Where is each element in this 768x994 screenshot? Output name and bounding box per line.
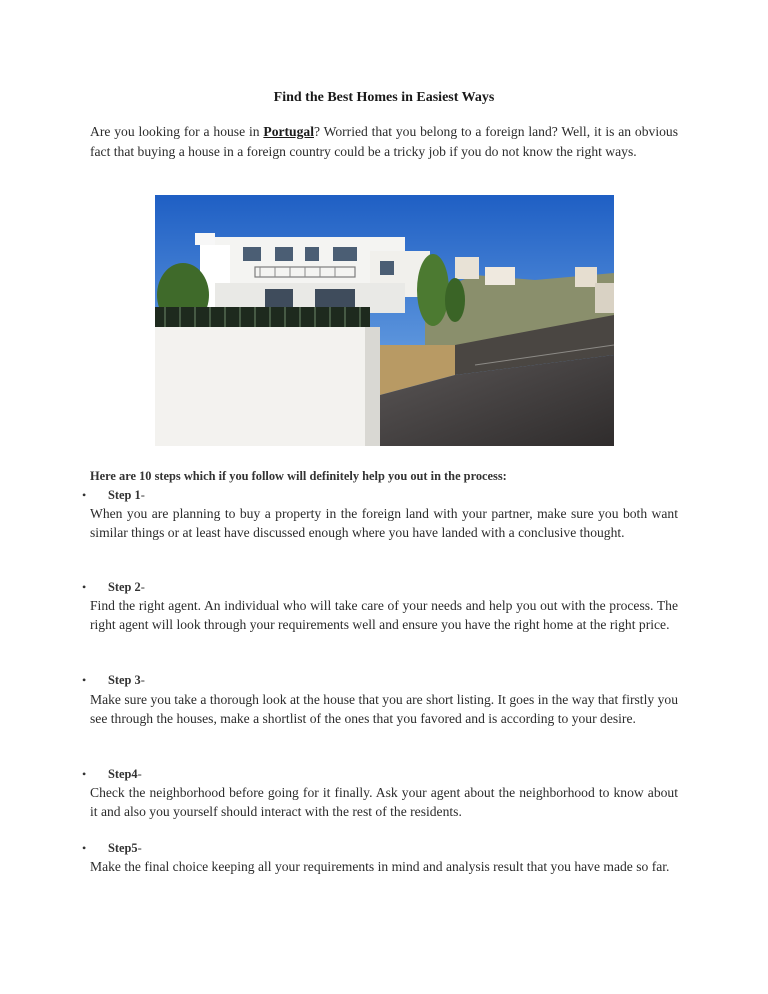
- intro-text-end: ? Worried that you belong to a foreign land? Well, it is an obvious fact that buying a house in a foreign country could be a tricky job if you do not know the right ways.: [90, 124, 678, 159]
- steps-intro: Here are 10 steps which if you follow will definitely help you out in the process:: [90, 469, 507, 483]
- house-photo: [155, 195, 614, 446]
- step-2-heading: [82, 580, 145, 595]
- step-4-text: Check the neighborhood before going for it finally. Ask your agent about the neighborhood to know about it and also you yourself should interact with the rest of the residents.: [90, 785, 678, 819]
- bullet-icon: •: [82, 673, 87, 687]
- bullet-icon: •: [82, 767, 87, 781]
- step-2-label: Step 2: [108, 580, 141, 594]
- step-3-suffix: -: [140, 673, 145, 687]
- step-5-text: Make the final choice keeping all your requirements in mind and analysis result that you have made so far.: [90, 859, 670, 874]
- portugal-link[interactable]: Portugal: [263, 124, 314, 139]
- step-2-suffix: -: [140, 580, 145, 594]
- intro-text-start: Are you looking for a house in: [90, 124, 264, 139]
- step-1-text: When you are planning to buy a property in the foreign land with your partner, make sure you both want similar things or at least have discussed enough where you have landed with a conclusive thought.: [90, 506, 678, 540]
- intro-paragraph: [90, 122, 678, 161]
- step-1-heading: [82, 488, 145, 503]
- bullet-icon: •: [82, 488, 87, 502]
- bullet-icon: •: [82, 841, 87, 855]
- step-4-label: Step4: [108, 767, 138, 781]
- step-2-text: Find the right agent. An individual who will take care of your needs and help you out with the process. The right agent will look through your requirements well and ensure you have the right home at the right price.: [90, 598, 678, 632]
- step-1-label: Step 1: [108, 488, 141, 502]
- document-title: Find the Best Homes in Easiest Ways: [273, 90, 495, 105]
- step-4-heading: [82, 767, 142, 782]
- step-4-suffix: -: [137, 767, 142, 781]
- step-3-heading: [82, 673, 145, 688]
- step-3-text: Make sure you take a thorough look at the house that you are short listing. It goes in the way that firstly you see through the houses, make a shortlist of the ones that you favored and is according to your desire.: [90, 692, 678, 726]
- step-5-suffix: -: [137, 841, 142, 855]
- step-5-heading: [82, 841, 142, 856]
- bullet-icon: •: [82, 580, 87, 594]
- step-5-label: Step5: [108, 841, 138, 855]
- step-3-label: Step 3: [108, 673, 141, 687]
- step-1-suffix: -: [140, 488, 145, 502]
